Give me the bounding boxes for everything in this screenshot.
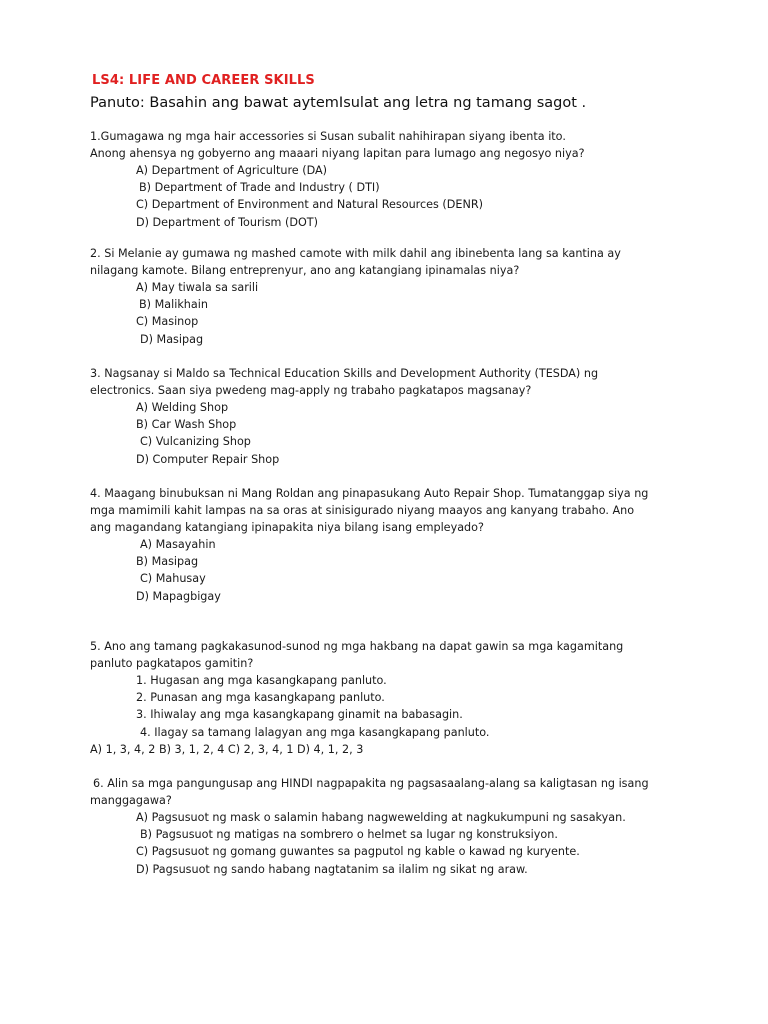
question-1-option-c: C) Department of Environment and Natural Resources (DENR) xyxy=(136,198,483,212)
question-5-line: panluto pagkatapos gamitin? xyxy=(90,657,254,670)
question-5-step: 1. Hugasan ang mga kasangkapang panluto. xyxy=(136,674,387,687)
question-4-option-a: A) Masayahin xyxy=(140,538,216,551)
question-1-option-b: B) Department of Trade and Industry ( DTI) xyxy=(139,181,380,195)
question-1-option-a: A) Department of Agriculture (DA) xyxy=(136,164,328,177)
question-4-option-c: C) Mahusay xyxy=(140,572,206,586)
question-2-option-d: D) Masipag xyxy=(140,332,204,346)
question-1-option-d: D) Department of Tourism (DOT) xyxy=(136,215,318,229)
question-4 xyxy=(90,485,710,605)
question-4-line: mga mamimili kahit lampas na sa oras at sinisigurado niyang maayos ang kanyang trabaho. Ano xyxy=(90,504,635,517)
question-2-option-a: A) May tiwala sa sarili xyxy=(136,281,259,294)
question-6-line: 6. Alin sa mga pangungusap ang HINDI nagpapakita ng pagsasaalang-alang sa kaligtasan ng isang xyxy=(93,777,649,790)
question-1-line: 1.Gumagawa ng mga hair accessories si Susan subalit nahihirapan siyang ibenta ito. xyxy=(90,130,566,143)
question-3-option-a: A) Welding Shop xyxy=(136,401,229,414)
question-4-line: 4. Maagang binubuksan ni Mang Roldan ang pinapasukang Auto Repair Shop. Tumatanggap siya ng xyxy=(90,487,649,500)
question-3-line: electronics. Saan siya pwedeng mag-apply ng trabaho pagkatapos magsanay? xyxy=(90,384,532,397)
instructions: Panuto: Basahin ang bawat aytemIsulat ang letra ng tamang sagot . xyxy=(90,95,587,111)
question-4-line: ang magandang katangiang ipinapakita niya bilang isang empleyado? xyxy=(90,521,484,534)
question-2 xyxy=(90,245,710,348)
question-2-line: nilagang kamote. Bilang entreprenyur, ano ang katangiang ipinamalas niya? xyxy=(90,264,520,277)
question-2-option-c: C) Masinop xyxy=(136,315,199,329)
question-4-option-d: D) Mapagbigay xyxy=(136,589,221,603)
question-6-option-d: D) Pagsusuot ng sando habang nagtatanim sa ilalim ng sikat ng araw. xyxy=(136,862,528,876)
question-2-option-b: B) Malikhain xyxy=(139,298,208,312)
question-1 xyxy=(90,128,710,231)
question-3-line: 3. Nagsanay si Maldo sa Technical Education Skills and Development Authority (TESDA) ng xyxy=(90,367,599,380)
question-2-line: 2. Si Melanie ay gumawa ng mashed camote with milk dahil ang ibinebenta lang sa kantina ay xyxy=(90,247,621,260)
question-5 xyxy=(90,638,710,758)
question-5-step: 4. Ilagay sa tamang lalagyan ang mga kasangkapang panluto. xyxy=(140,725,490,739)
question-5-answers: A) 1, 3, 4, 2 B) 3, 1, 2, 4 C) 2, 3, 4, 1 D) 4, 1, 2, 3 xyxy=(90,742,364,756)
worksheet-title: LS4: LIFE AND CAREER SKILLS xyxy=(92,73,315,88)
question-5-line: 5. Ano ang tamang pagkakasunod-sunod ng mga hakbang na dapat gawin sa mga kagamitang xyxy=(90,640,624,653)
question-4-option-b: B) Masipag xyxy=(136,555,199,569)
question-6-line: manggagawa? xyxy=(90,794,172,807)
question-3-option-b: B) Car Wash Shop xyxy=(136,418,237,432)
question-1-line: Anong ahensya ng gobyerno ang maaari niyang lapitan para lumago ang negosyo niya? xyxy=(90,147,585,160)
question-3-option-c: C) Vulcanizing Shop xyxy=(140,435,251,449)
question-6-option-a: A) Pagsusuot ng mask o salamin habang nagwewelding at nagkukumpuni ng sasakyan. xyxy=(136,811,626,824)
question-3 xyxy=(90,365,710,468)
question-6 xyxy=(90,775,710,878)
question-6-option-b: B) Pagsusuot ng matigas na sombrero o helmet sa lugar ng konstruksiyon. xyxy=(140,828,558,842)
question-5-step: 2. Punasan ang mga kasangkapang panluto. xyxy=(136,691,385,705)
question-5-step: 3. Ihiwalay ang mga kasangkapang ginamit na babasagin. xyxy=(136,708,463,722)
question-3-option-d: D) Computer Repair Shop xyxy=(136,452,280,466)
question-6-option-c: C) Pagsusuot ng gomang guwantes sa pagputol ng kable o kawad ng kuryente. xyxy=(136,845,580,859)
